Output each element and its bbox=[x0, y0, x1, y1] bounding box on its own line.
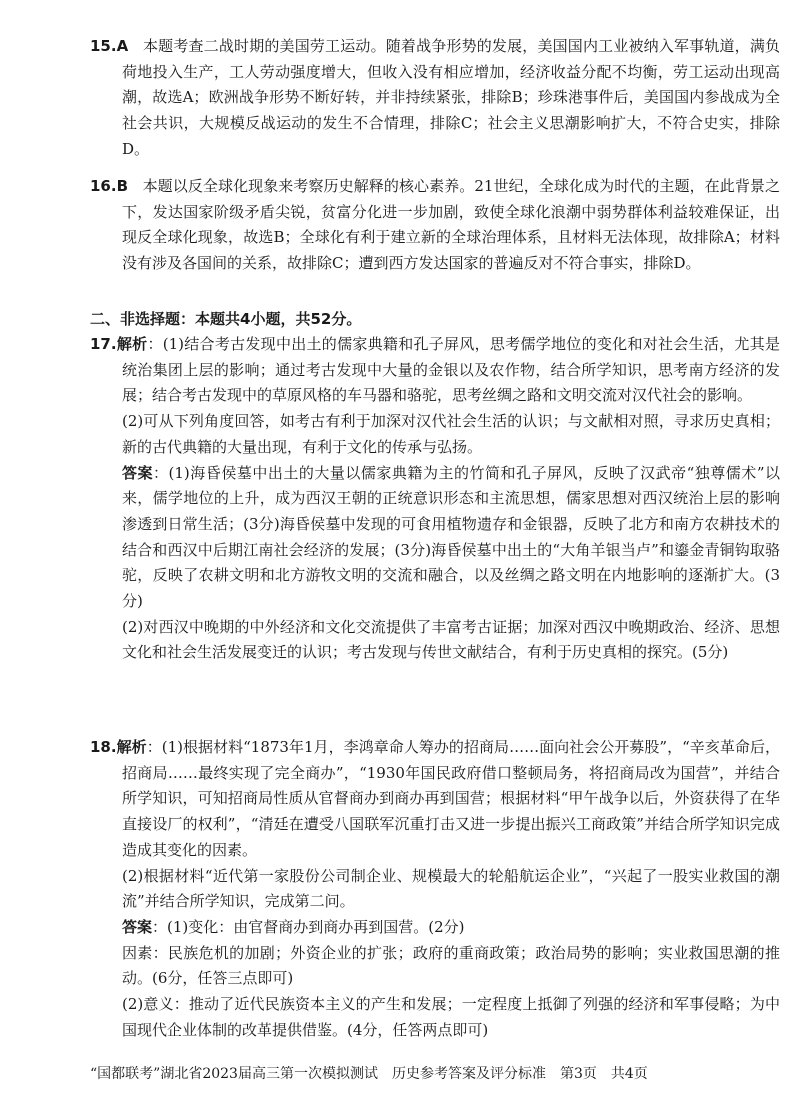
analysis-paragraph-2: (2)可从下列角度回答，如考古有利于加深对汉代社会生活的认识；与文献相对照，寻求历史真相；新的古代典籍的大量出现，有利于文化的传承与弘扬。 bbox=[122, 412, 780, 456]
answer-paragraph-2: 因素：民族危机的加剧；外资企业的扩张；政府的重商政策；政治局势的影响；实业救国思潮的推动。(6分，任答三点即可) bbox=[122, 943, 780, 988]
answer-paragraph-2: (2)对西汉中晚期的中外经济和文化交流提供了丰富考古证据；加深对西汉中晚期政治、经济、思想文化和社会生活发展变迁的认识；考古发现与传世文献结合，有利于历史真相的探究。(5分) bbox=[122, 617, 780, 662]
analysis-paragraph-1 bbox=[90, 332, 780, 409]
analysis-text: ：(1)结合考古发现中出土的儒家典籍和孔子屏风，思考儒学地位的变化和对社会生活，尤其是统治集团上层的影响；通过考古发现中大量的金银以及农作物，结合所学知识，思考南方经济的发展；结合考古发现中的草原风格的车马器和骆驼，思考丝绸之路和文明交流对汉代社会的影响。 bbox=[122, 335, 780, 405]
answer-label: 答案 bbox=[122, 917, 153, 936]
question-number: 18. bbox=[90, 738, 117, 756]
analysis-paragraph-2: (2)根据材料“近代第一家股份公司制企业、规模最大的轮船航运企业”，“兴起了一股实业救国的潮流”并结合所学知识，完成第二问。 bbox=[122, 866, 780, 911]
answer-15-paragraph bbox=[90, 34, 780, 163]
analysis-label: 解析 bbox=[116, 335, 148, 353]
answer-paragraph-1 bbox=[90, 915, 780, 941]
answer-paragraph-1 bbox=[90, 461, 780, 615]
answer-item-18 bbox=[90, 735, 780, 1043]
answer-text: ：(1)海昏侯墓中出土的大量以儒家典籍为主的竹简和孔子屏风，反映了汉武帝“独尊儒术”以来，儒学地位的上升，成为西汉王朝的正统意识形态和主流思想，儒家思想对西汉统治上层的影响渗透到日常生活；(3分)海昏侯墓中发现的可食用植物遗存和金银器，反映了北方和南方农耕技术的结合和西汉中后期江南社会经济的发展；(3分)海昏侯墓中出土的“大角羊银当卢”和鎏金青铜钩取骆驼，反映了农耕文明和北方游牧文明的交流和融合，以及丝绸之路文明在内地影响的逐渐扩大。(3分) bbox=[122, 463, 780, 611]
explanation-text: 本题考查二战时期的美国劳工运动。随着战争形势的发展，美国国内工业被纳入军事轨道，满负荷地投入生产，工人劳动强度增大，但收入没有相应增加，经济收益分配不均衡，劳工运动出现高潮，故选A；欧洲战争形势不断好转，并非持续紧张，排除B；珍珠港事件后，美国国内参战成为全社会共识，大规模反战运动的发生不合情理，排除C；社会主义思潮影响扩大，不符合史实，排除D。 bbox=[122, 37, 780, 158]
question-number: 17. bbox=[90, 335, 117, 353]
section-heading: 二、非选择题：本题共4小题，共52分。 bbox=[90, 310, 362, 328]
answer-item-17 bbox=[90, 332, 780, 666]
section-heading-block bbox=[90, 307, 780, 333]
question-number: 16.B bbox=[90, 177, 129, 195]
analysis-text: ：(1)根据材料“1873年1月，李鸿章命人筹办的招商局……面向社会公开募股”，“辛亥革命后，招商局……最终实现了完全商办”，“1930年国民政府借口整顿局务，将招商局改为国营”，并结合所学知识，可知招商局性质从官督商办到商办再到国营；根据材料“甲午战争以后，外资获得了在华直接设厂的权利”，“清廷在遭受八国联军沉重打击又进一步提出振兴工商政策”并结合所学知识完成造成其变化的因素。 bbox=[122, 738, 780, 859]
answer-label: 答案 bbox=[122, 463, 154, 482]
page-footer: “国都联考”湖北省2023届高三第一次模拟测试 历史参考答案及评分标准 第3页 共4页 bbox=[90, 1066, 648, 1082]
answer-16-paragraph bbox=[90, 174, 780, 277]
answer-item-16 bbox=[90, 174, 780, 277]
question-number: 15.A bbox=[90, 37, 129, 55]
answer-paragraph-3: (2)意义：推动了近代民族资本主义的产生和发展；一定程度上抵御了列强的经济和军事侵略；为中国现代企业体制的改革提供借鉴。(4分，任答两点即可) bbox=[122, 995, 780, 1039]
explanation-text: 本题以反全球化现象来考察历史解释的核心素养。21世纪，全球化成为时代的主题，在此背景之下，发达国家阶级矛盾尖锐，贫富分化进一步加剧，致使全球化浪潮中弱势群体利益较难保证，出现反全球化现象，故选B；全球化有利于建立新的全球治理体系，且材料无法体现，故排除A；材料没有涉及各国间的关系，故排除C；遭到西方发达国家的普遍反对不符合事实，排除D。 bbox=[122, 177, 781, 273]
analysis-label: 解析 bbox=[116, 738, 147, 756]
answer-item-15 bbox=[90, 34, 780, 163]
answer-text: ：(1)变化：由官督商办到商办再到国营。(2分) bbox=[152, 917, 465, 936]
analysis-paragraph-1 bbox=[90, 735, 780, 864]
